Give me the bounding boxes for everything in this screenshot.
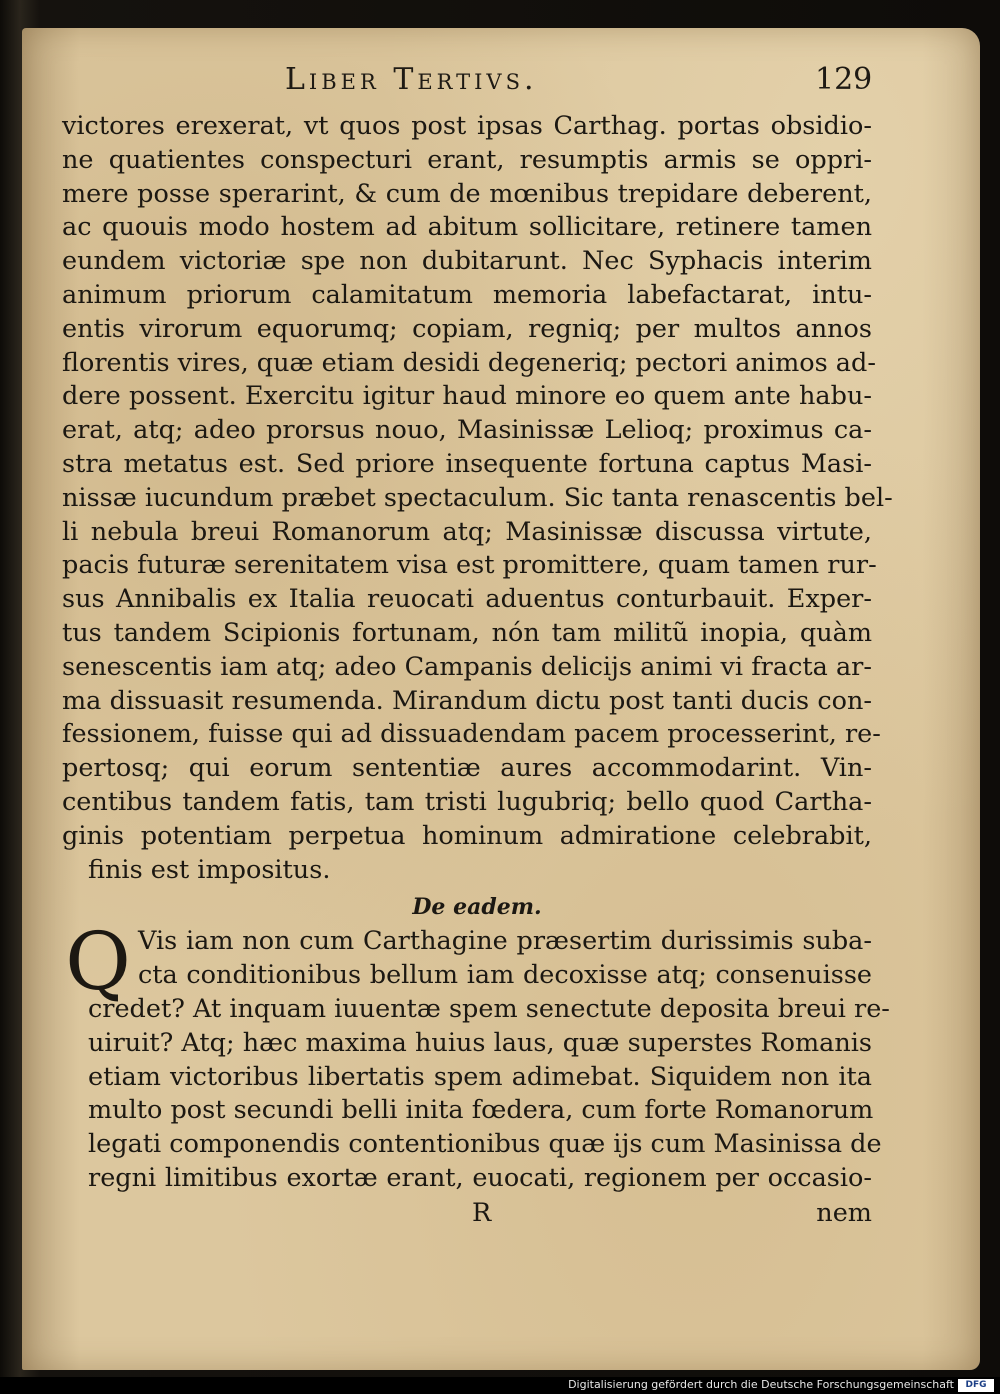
running-head: Liber Tertivs. [285,62,538,97]
footer-credit: Digitalisierung gefördert durch die Deutsche Forschungsgemeinschaft [568,1378,954,1391]
text-line: pacis futuræ serenitatem visa est promittere, quam tamen rur- [62,550,877,581]
text-line: multo post secundi belli inita fœdera, cum forte Romanorum [88,1095,874,1126]
section-heading: De eadem. [412,894,542,921]
drop-cap: Q [65,915,131,1009]
text-line: finis est impositus. [88,854,331,885]
text-line: ne quatientes conspecturi erant, resumptis armis se oppri- [62,144,872,175]
footer-bar [0,1377,1000,1394]
text-line: pertosq; qui eorum sententiæ aures accommodarint. Vin- [62,753,872,784]
text-line: entis virorum equorumq; copiam, regniq; per multos annos [62,313,872,344]
text-line: ma dissuasit resumenda. Mirandum dictu post tanti ducis con- [62,685,872,716]
text-line: erat, atq; adeo prorsus nouo, Masinissæ Lelioq; proximus ca- [62,415,872,446]
catchword-row [62,1196,872,1230]
page-header [0,62,1000,102]
text-line: victores erexerat, vt quos post ipsas Carthag. portas obsidio- [62,111,872,141]
page-number: 129 [815,62,873,97]
text-line: eundem victoriæ spe non dubitarunt. Nec Syphacis interim [62,246,872,277]
text-line: florentis vires, quæ etiam desidi degeneriq; pectori animos ad- [62,347,876,378]
text-line: nissæ iucundum præbet spectaculum. Sic tanta renascentis bel- [62,482,893,513]
text-line: credet? At inquam iuuentæ spem senectute deposita breui re- [88,993,890,1024]
text-line: ac quouis modo hostem ad abitum sollicitare, retinere tamen [62,212,872,243]
text-line: legati componendis contentionibus quæ ijs cum Masinissa de [88,1129,882,1160]
text-line: fessionem, fuisse qui ad dissuadendam pacem processerint, re- [62,719,881,750]
text-line: centibus tandem fatis, tam tristi lugubriq; bello quod Cartha- [62,786,872,817]
text-line: animum priorum calamitatum memoria labefactarat, intu- [62,279,872,310]
text-line: sus Annibalis ex Italia reuocati aduentus conturbauit. Exper- [62,584,872,615]
paragraph-1 [62,110,893,887]
text-line: dere possent. Exercitu igitur haud minore eo quem ante habu- [62,381,872,412]
text-line: uiruit? Atq; hæc maxima huius laus, quæ superstes Romanis [88,1027,872,1058]
text-line: tus tandem Scipionis fortunam, nón tam militũ inopia, quàm [62,617,872,648]
signature-mark: R [472,1197,492,1228]
catchword: nem [816,1197,872,1228]
text-line: stra metatus est. Sed priore insequente fortuna captus Masi- [62,448,872,479]
text-line: mere posse sperarint, & cum de mœnibus trepidare deberent, [62,178,872,209]
text-line: etiam victoribus libertatis spem adimebat. Siquidem non ita [88,1061,872,1092]
paragraph-2 [62,915,890,1195]
text-line: ginis potentiam perpetua hominum admiratione celebrabit, [62,820,872,851]
text-line: Vis iam non cum Carthagine præsertim durissimis suba- [138,926,872,957]
dfg-logo-icon: DFG [958,1379,994,1392]
text-line: regni limitibus exortæ erant, euocati, regionem per occasio- [88,1162,872,1193]
text-line: li nebula breui Romanorum atq; Masinissæ discussa virtute, [62,516,872,547]
text-block [62,110,893,1230]
text-line: senescentis iam atq; adeo Campanis delicijs animi vi fracta ar- [62,651,872,682]
text-line: cta conditionibus bellum iam decoxisse atq; consenuisse [138,960,872,991]
